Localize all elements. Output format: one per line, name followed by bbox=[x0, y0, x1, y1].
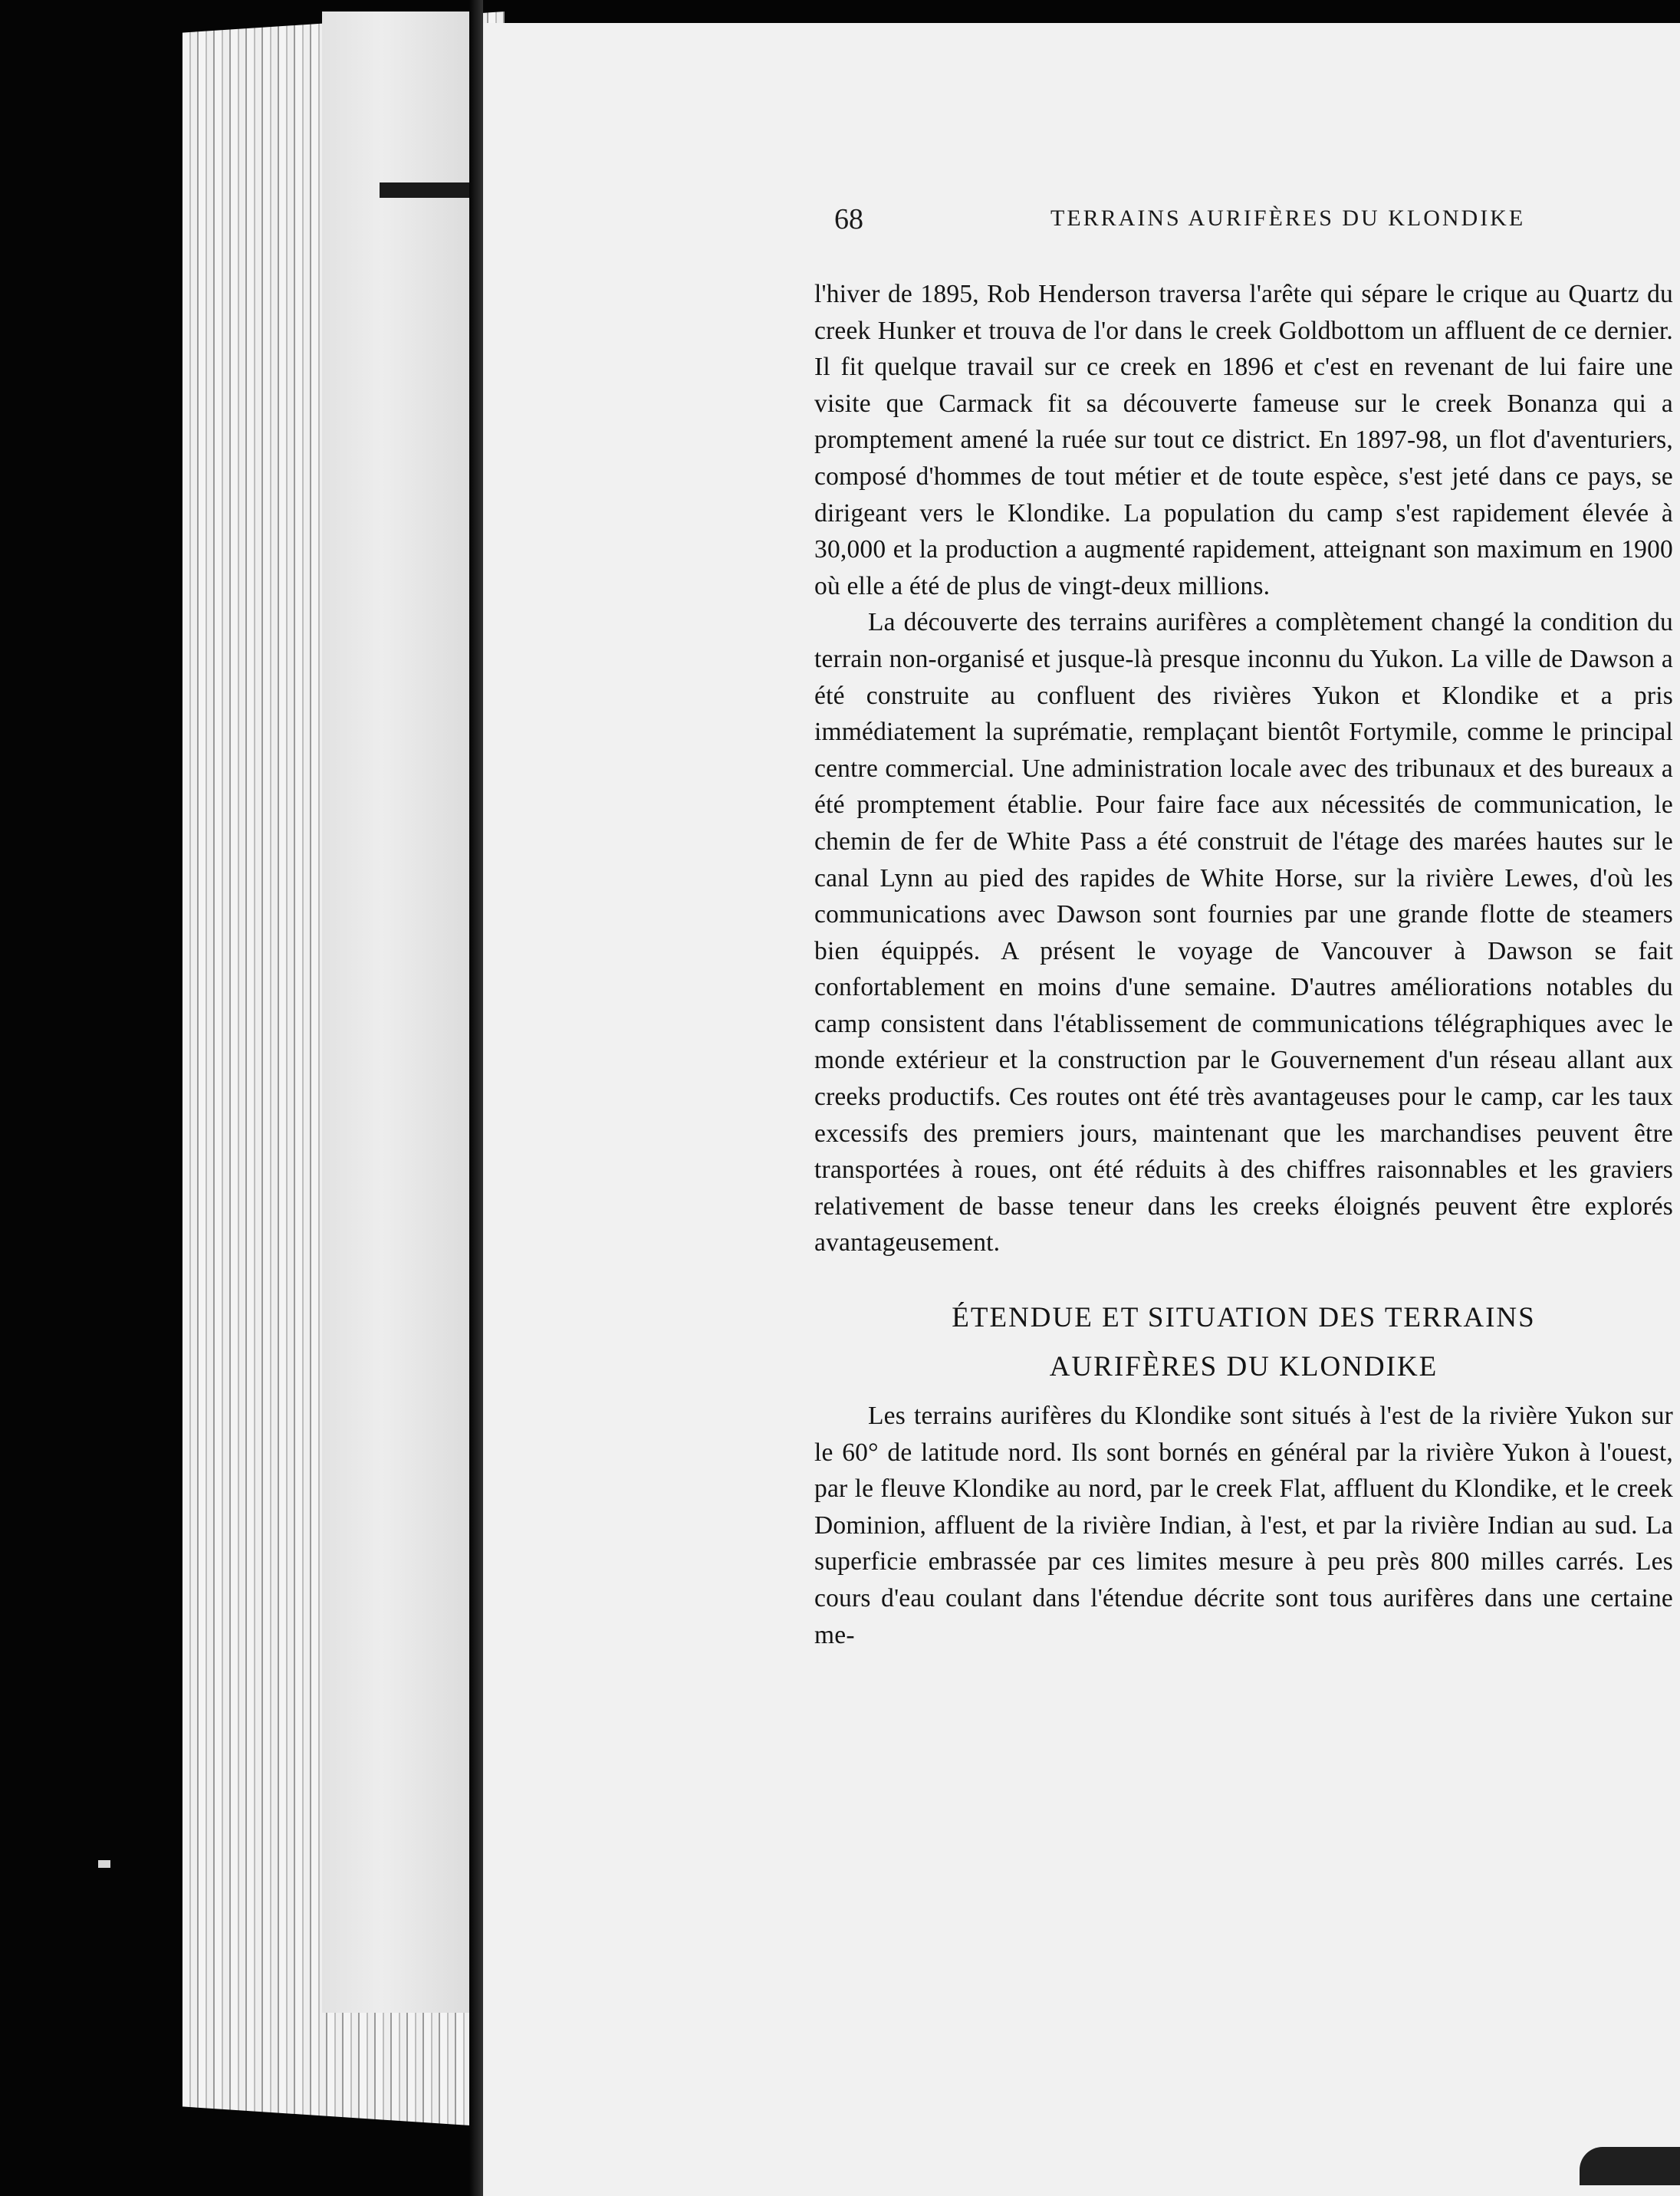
scan-speck bbox=[98, 1860, 110, 1868]
paragraph-continuation: l'hiver de 1895, Rob Henderson traversa l'arête qui sépare le crique au Quartz du creek Hunker et trouva de l'or dans le creek Goldbottom un affluent de ce dernier. Il fit quelque travail sur ce creek en 1896 et c'est en revenant de lui faire une visite que Carmack fit sa découverte fameuse sur le creek Bonanza qui a promptement amené la ruée sur tout ce district. En 1897-98, un flot d'aventuriers, composé d'hommes de tout métier et de toute espèce, s'est jeté dans ce pays, se dirigeant vers le Klondike. La population du camp s'est rapidement élevée à 30,000 et la production a augmenté rapidement, atteignant son maximum en 1900 où elle a été de plus de vingt-deux millions. bbox=[814, 280, 1673, 600]
section-heading-line2: AURIFÈRES DU KLONDIKE bbox=[1049, 1351, 1438, 1383]
paragraph-location: Les terrains aurifères du Klondike sont situés à l'est de la rivière Yukon sur le 60° de latitude nord. Ils sont bornés en général par la rivière Yukon à l'ouest, par le fleuve Klondike au nord, par le creek Flat, affluent du Klondike, et le creek Dominion, affluent de la rivière Indian, à l'est, et par la rivière Indian au sud. La superficie embrassée par ces limites mesure à peu près 800 milles carrés. Les cours d'eau coulant dans l'étendue décrite sont tous aurifères dans une certaine me- bbox=[814, 1402, 1673, 1649]
page-number: 68 bbox=[834, 203, 863, 235]
section-heading-line1: ÉTENDUE ET SITUATION DES TERRAINS bbox=[952, 1302, 1536, 1334]
book-gutter bbox=[469, 0, 483, 2196]
page-body-text bbox=[814, 276, 1673, 1653]
paragraph-discovery: La découverte des terrains aurifères a complètement changé la condition du terrain non-organisé et jusque-là presque inconnu du Yukon. La ville de Dawson a été construite au confluent des rivières Yukon et Klondike et a pris immédiatement la suprématie, remplaçant bientôt Fortymile, comme le principal centre commercial. Une administration locale avec des tribunaux et des bureaux a été promptement établie. Pour faire face aux nécessités de communication, le chemin de fer de White Pass a été construit de l'étage des marées hautes sur le canal Lynn au pied des rapides de White Horse, sur la rivière Lewes, d'où les communications avec Dawson sont fournies par une grande flotte de steamers bien équippés. A présent le voyage de Vancouver à Dawson se fait confortablement en moins d'une semaine. D'autres améliorations notables du camp consistent dans l'établissement de communications télégraphiques avec le monde extérieur et la construction par le Gouvernement d'un réseau allant aux creeks productifs. Ces routes ont été très avantageuses pour le camp, car les taux excessifs des premiers jours, maintenant que les marchandises peuvent être transportées à roues, ont été réduits à des chiffres raisonnables et les graviers relativement de basse teneur dans les creeks éloignés peuvent être explorés avantageusement. bbox=[814, 608, 1673, 1257]
running-head bbox=[834, 201, 1680, 239]
scan-corner-shadow bbox=[1580, 2147, 1680, 2185]
running-head-title: TERRAINS AURIFÈRES DU KLONDIKE bbox=[1050, 205, 1526, 231]
inner-page-edge bbox=[322, 12, 472, 2013]
edge-tab-mark bbox=[380, 182, 472, 198]
